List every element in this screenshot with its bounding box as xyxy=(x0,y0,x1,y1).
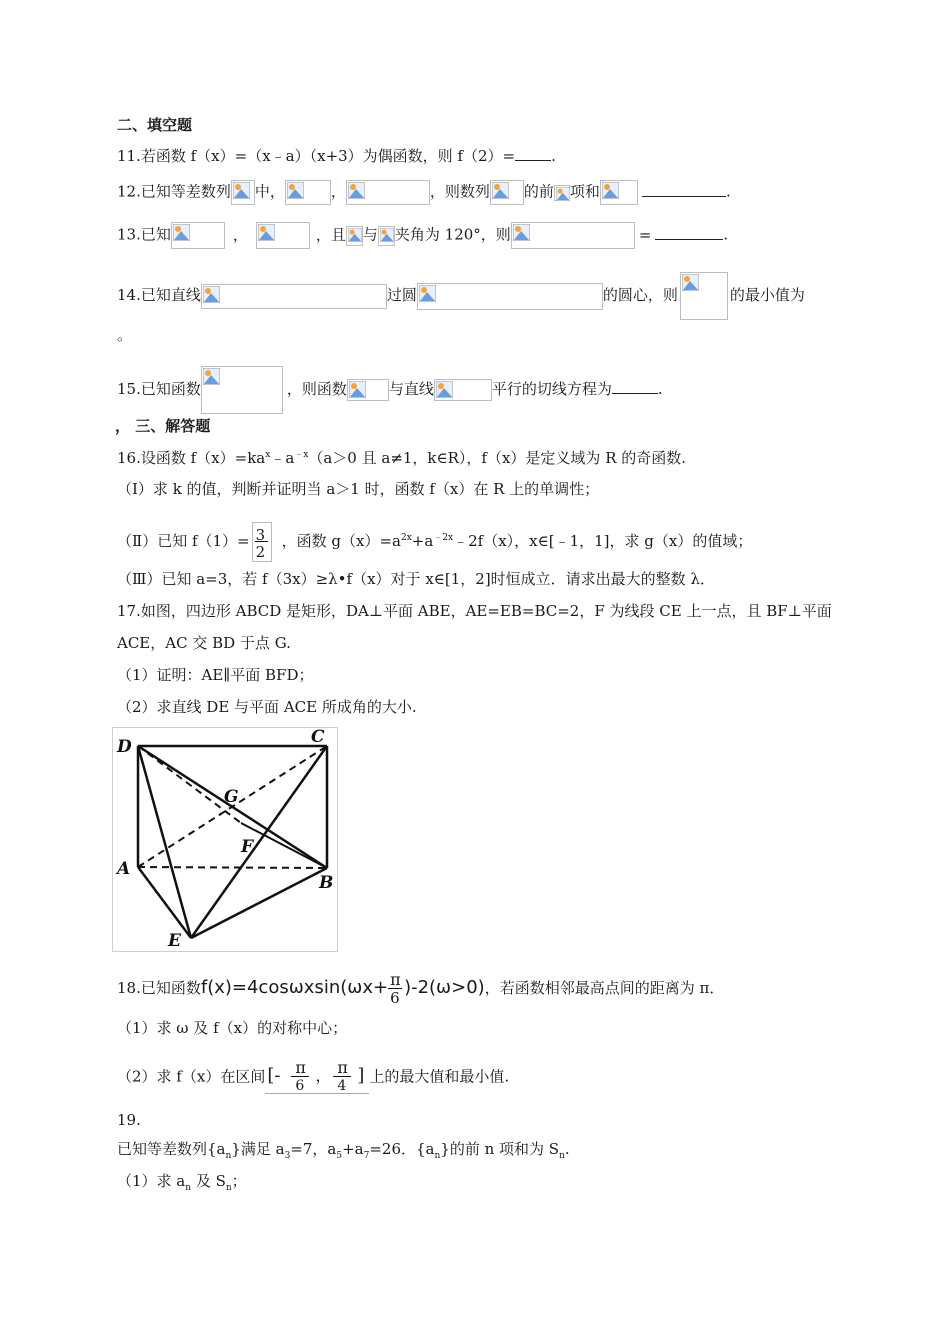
q13-text-d: 与 xyxy=(362,225,378,244)
q16-p2-d: ﹣2f（x），x∈[﹣1，1]，求 g（x）的值域； xyxy=(453,532,753,550)
q16-p2-a: （Ⅱ）已知 f（1）= xyxy=(117,532,250,550)
q16-sup: ﹣x xyxy=(294,450,309,460)
q19-stem xyxy=(117,1138,570,1160)
fraction-denominator: 4 xyxy=(337,1078,347,1094)
formula-image-icon xyxy=(680,272,728,320)
formula-image-icon xyxy=(171,222,225,249)
q11-end: . xyxy=(551,147,556,165)
q18-part2 xyxy=(117,1058,510,1094)
q13-text-f: = xyxy=(638,225,652,244)
q12-text: 12.已知等差数列 xyxy=(117,182,231,201)
q16-stem-c: （a＞0 且 a≠1，k∈R），f（x）是定义域为 R 的奇函数. xyxy=(308,449,687,467)
question-15 xyxy=(117,366,663,414)
q19-text: . xyxy=(564,1140,570,1158)
vertex-label-F: F xyxy=(241,837,254,857)
answer-blank xyxy=(612,379,658,394)
question-12 xyxy=(117,180,731,205)
q18-p2-a: （2）求 f（x）在区间 xyxy=(117,1067,266,1086)
vertex-label-G: G xyxy=(224,787,239,807)
q12-text-b: 中， xyxy=(254,182,285,201)
vertex-label-C: C xyxy=(311,728,325,747)
q19-text: =7，a xyxy=(290,1140,337,1158)
q13-text-b: ， xyxy=(232,225,248,244)
q16-stem-a: 16.设函数 f（x）=ka xyxy=(117,449,266,467)
q19-text: }满足 a xyxy=(231,1140,285,1158)
q15-text: 15.已知函数 xyxy=(117,380,201,398)
q12-text-f: 项和 xyxy=(569,182,600,201)
interval-comma: ， xyxy=(315,1066,332,1085)
q14-text-d: 的最小值为 xyxy=(729,286,805,304)
formula-image-icon xyxy=(511,222,635,249)
question-14 xyxy=(117,272,805,320)
q19-p1-a: （1）求 a xyxy=(117,1172,186,1190)
formula-image-icon xyxy=(201,366,283,414)
q18-part1: （1）求 ω 及 f（x）的对称中心； xyxy=(117,1019,348,1037)
q14-text-c: 的圆心，则 xyxy=(602,286,678,304)
answer-blank xyxy=(655,225,723,240)
fraction-numerator: π xyxy=(295,1058,306,1077)
formula-image-icon xyxy=(346,226,363,246)
q12-end: . xyxy=(725,182,731,201)
fraction-3-2 xyxy=(252,522,272,562)
q16-part2 xyxy=(117,522,752,562)
q18-formula-end: )-2(ω>0) xyxy=(404,977,485,998)
formula-image-icon xyxy=(378,226,395,246)
q13-text-c: ，且 xyxy=(315,225,346,244)
q16-stem-b: ﹣a xyxy=(270,449,295,467)
q16-p2-c: +a xyxy=(411,532,434,550)
q15-end: . xyxy=(657,380,663,398)
q19-number: 19. xyxy=(117,1111,141,1129)
fraction-denominator: 6 xyxy=(295,1078,305,1094)
q19-sub: 5 xyxy=(336,1151,343,1161)
formula-image-icon xyxy=(554,185,570,201)
vertex-label-E: E xyxy=(168,931,181,951)
q11-text: 11.若函数 f（x）=（x﹣a）（x+3）为偶函数，则 f（2）= xyxy=(117,147,516,165)
fraction-pi-6 xyxy=(388,972,404,1006)
fraction-denominator: 6 xyxy=(390,989,400,1007)
q19-sub: n xyxy=(225,1151,232,1161)
q19-p1-c: ； xyxy=(231,1172,247,1190)
q16-sup: x xyxy=(265,450,271,460)
section-title-fill-blank: 二、填空题 xyxy=(117,116,193,134)
q12-text-e: 的前 xyxy=(523,182,554,201)
q15-text-d: 平行的切线方程为 xyxy=(491,380,612,398)
q15-text-b: ，则函数 xyxy=(286,380,347,398)
geometry-diagram xyxy=(113,728,337,951)
q19-text: 已知等差数列{a xyxy=(117,1140,226,1158)
interval-left-bracket: [- xyxy=(267,1065,281,1086)
q18-p2-b: 上的最大值和最小值. xyxy=(369,1067,510,1086)
section-title-solve: ， 三、解答题 xyxy=(115,417,211,435)
fraction-numerator: π xyxy=(390,970,401,989)
q19-sub: n xyxy=(225,1183,232,1193)
question-16-stem xyxy=(117,447,686,469)
interval-right-bracket: ] xyxy=(357,1065,365,1086)
q17-stem-line1: 17.如图，四边形 ABCD 是矩形，DA⊥平面 ABE，AE=EB=BC=2，F 为线段 CE 上一点，且 BF⊥平面 xyxy=(117,602,832,620)
q15-text-c: 与直线 xyxy=(388,380,434,398)
formula-image-icon xyxy=(285,180,331,205)
formula-image-icon xyxy=(434,379,492,401)
q14-period: 。 xyxy=(117,326,133,344)
fraction-numerator: π xyxy=(337,1058,348,1077)
q13-text-e: 夹角为 120°，则 xyxy=(394,225,511,244)
question-18-stem xyxy=(117,972,724,1008)
vertex-label-A: A xyxy=(117,859,131,879)
q17-part2: （2）求直线 DE 与平面 ACE 所成角的大小. xyxy=(117,698,417,716)
question-13 xyxy=(117,222,728,249)
q16-part3: （Ⅲ）已知 a=3，若 f（3x）≥λ•f（x）对于 x∈[1，2]时恒成立．请求出最大的整数 λ． xyxy=(117,570,715,588)
answer-blank xyxy=(515,146,551,161)
formula-image-icon xyxy=(201,284,387,309)
q17-stem-line2: ACE，AC 交 BD 于点 G. xyxy=(117,634,291,652)
q16-part1: （Ⅰ）求 k 的值，判断并证明当 a＞1 时，函数 f（x）在 R 上的单调性； xyxy=(117,480,600,498)
formula-image-icon xyxy=(346,180,430,205)
q19-sub: n xyxy=(185,1183,192,1193)
q19-sub: n xyxy=(559,1151,565,1161)
formula-image-icon xyxy=(347,379,389,401)
formula-image-icon xyxy=(256,222,310,249)
answer-blank xyxy=(642,182,726,197)
question-11 xyxy=(117,145,556,167)
formula-image-icon xyxy=(490,180,524,205)
q19-part1 xyxy=(117,1170,247,1192)
q14-text: 14.已知直线 xyxy=(117,286,201,304)
q18-formula: f(x)=4cosωxsin(ωx+ xyxy=(200,977,389,998)
q12-text-d: ，则数列 xyxy=(429,182,490,201)
q19-sub: 7 xyxy=(363,1151,370,1161)
q16-sup: 2x xyxy=(400,533,412,543)
q13-end: . xyxy=(723,225,729,244)
q18-stem-a: 18.已知函数 xyxy=(117,979,201,997)
q12-text-c: ， xyxy=(330,182,346,201)
q19-text: }的前 n 项和为 S xyxy=(440,1140,560,1158)
fraction-denominator: 2 xyxy=(255,543,266,561)
q19-text: =26．{a xyxy=(369,1140,435,1158)
q16-p2-b: ，函数 g（x）=a xyxy=(281,532,401,550)
q13-text: 13.已知 xyxy=(117,225,171,244)
q19-sub: 3 xyxy=(284,1151,291,1161)
formula-image-icon xyxy=(600,180,638,205)
formula-image-icon xyxy=(231,180,255,205)
q14-text-b: 过圆 xyxy=(386,286,417,304)
geometry-figure xyxy=(112,727,338,952)
q18-stem-b: ，若函数相邻最高点间的距离为 π． xyxy=(484,979,725,997)
fraction-numerator: 3 xyxy=(255,526,266,544)
vertex-label-B: B xyxy=(319,873,334,893)
formula-image-icon xyxy=(417,283,603,310)
q19-text: +a xyxy=(342,1140,364,1158)
q16-sup: ﹣2x xyxy=(433,533,454,543)
interval-image xyxy=(265,1058,369,1094)
vertex-label-D: D xyxy=(117,737,132,757)
q19-p1-b: 及 S xyxy=(191,1172,226,1190)
q17-part1: （1）证明：AE∥平面 BFD； xyxy=(117,666,314,684)
q19-sub: n xyxy=(434,1151,441,1161)
